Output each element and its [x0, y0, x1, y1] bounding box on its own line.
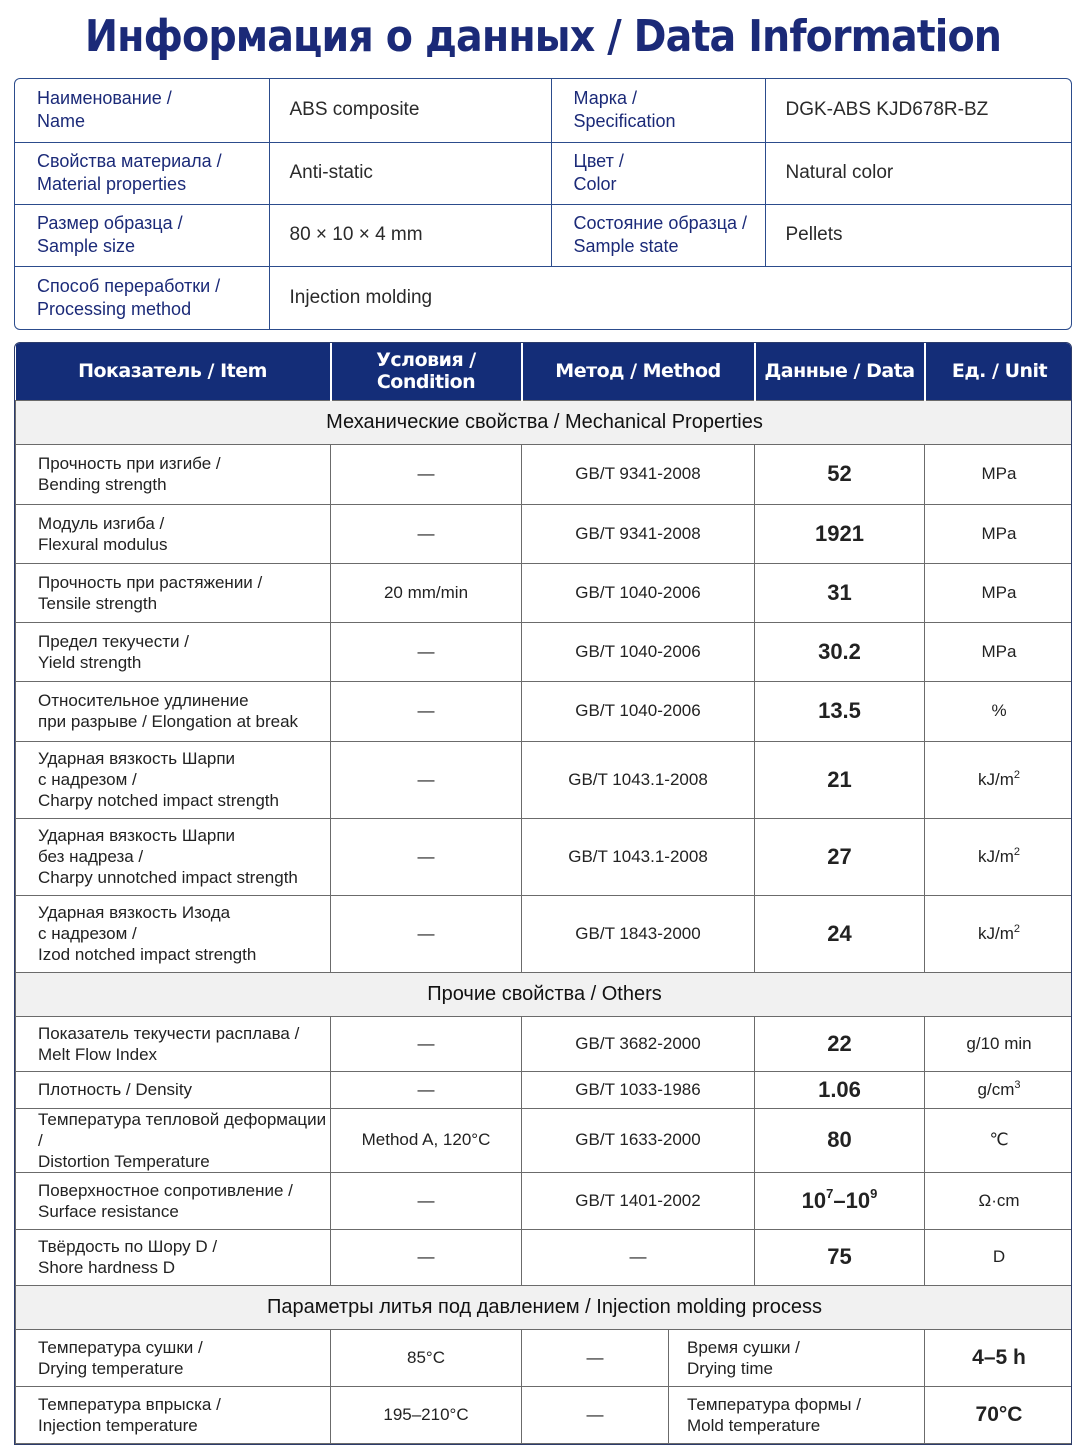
data-cell: 75 — [755, 1229, 925, 1285]
header-method: Метод / Method — [522, 343, 755, 400]
item-label: Ударная вязкость Шарпи без надреза / Charpy unnotched impact strength — [16, 818, 331, 895]
item-label: Ударная вязкость Шарпи с надрезом / Charpy notched impact strength — [16, 741, 331, 818]
unit-cell: Ω·cm — [925, 1172, 1073, 1229]
item-label: Температура впрыска / Injection temperature — [16, 1386, 331, 1443]
data-cell: $10^7-10^9$ — [755, 1172, 925, 1229]
data-cell: 52 — [755, 444, 925, 504]
proc-value: Injection molding — [269, 266, 1072, 330]
condition-cell: — — [331, 1172, 522, 1229]
method-cell: GB/T 1040-2006 — [522, 622, 755, 681]
condition-cell: Method A, 120°C — [331, 1108, 522, 1172]
param-value: 4–5 h — [925, 1329, 1073, 1386]
name-value: ABS composite — [269, 79, 551, 142]
data-cell: 27 — [755, 818, 925, 895]
method-cell: GB/T 9341-2008 — [522, 504, 755, 563]
condition-cell: — — [331, 895, 522, 972]
header-item: Показатель / Item — [16, 343, 331, 400]
data-cell: 31 — [755, 563, 925, 622]
item-label: Температура сушки / Drying temperature — [16, 1329, 331, 1386]
dash-cell: — — [522, 1386, 669, 1443]
data-cell: 13.5 — [755, 681, 925, 741]
proc-label: Способ переработки / Processing method — [15, 266, 269, 330]
unit-cell: D — [925, 1229, 1073, 1285]
data-cell: 22 — [755, 1016, 925, 1071]
item-label: Температура тепловой деформации / Distortion Temperature — [16, 1108, 331, 1172]
unit-cell: MPa — [925, 444, 1073, 504]
size-label: Размер образца / Sample size — [15, 204, 269, 266]
state-value: Pellets — [765, 204, 1072, 266]
color-value: Natural color — [765, 142, 1072, 204]
dash-cell: — — [522, 1329, 669, 1386]
condition-cell: — — [331, 818, 522, 895]
condition-cell: 20 mm/min — [331, 563, 522, 622]
unit-cell: $kJ/m^2$ — [925, 818, 1073, 895]
spec-label: Марка / Specification — [551, 79, 765, 142]
table-row — [16, 622, 1073, 681]
table-row — [16, 1108, 1073, 1172]
unit-cell: MPa — [925, 563, 1073, 622]
item-label: Ударная вязкость Изода с надрезом / Izod notched impact strength — [16, 895, 331, 972]
item-label: Модуль изгиба / Flexural modulus — [16, 504, 331, 563]
unit-cell: $g/cm^3$ — [925, 1071, 1073, 1108]
section-mechanical: Механические свойства / Mechanical Properties — [16, 400, 1073, 444]
data-cell: 21 — [755, 741, 925, 818]
condition-cell: — — [331, 741, 522, 818]
unit-cell: g/10 min — [925, 1016, 1073, 1071]
table-row — [16, 818, 1073, 895]
data-cell: 80 — [755, 1108, 925, 1172]
info-table — [14, 78, 1072, 330]
item-label: Твёрдость по Шору D / Shore hardness D — [16, 1229, 331, 1285]
method-cell: GB/T 1401-2002 — [522, 1172, 755, 1229]
item-label: Поверхностное сопротивление / Surface resistance — [16, 1172, 331, 1229]
section-injection: Параметры литья под давлением / Injection molding process — [16, 1285, 1073, 1329]
unit-cell: MPa — [925, 622, 1073, 681]
data-cell: 1.06 — [755, 1071, 925, 1108]
properties-table — [14, 342, 1072, 1445]
method-cell: GB/T 1040-2006 — [522, 563, 755, 622]
value-cell: 195–210°C — [331, 1386, 522, 1443]
condition-cell: — — [331, 504, 522, 563]
condition-cell: — — [331, 1071, 522, 1108]
data-cell: 24 — [755, 895, 925, 972]
header-unit: Ед. / Unit — [925, 343, 1073, 400]
method-cell: GB/T 1040-2006 — [522, 681, 755, 741]
param-value: 70°C — [925, 1386, 1073, 1443]
method-cell: GB/T 3682-2000 — [522, 1016, 755, 1071]
condition-cell: — — [331, 1016, 522, 1071]
spec-value: DGK-ABS KJD678R-BZ — [765, 79, 1072, 142]
table-row — [16, 1172, 1073, 1229]
condition-cell: — — [331, 681, 522, 741]
table-row — [16, 504, 1073, 563]
method-cell: GB/T 1033-1986 — [522, 1071, 755, 1108]
data-cell: 1921 — [755, 504, 925, 563]
table-row — [16, 1016, 1073, 1071]
unit-cell: ℃ — [925, 1108, 1073, 1172]
header-condition: Условия / Condition — [331, 343, 522, 400]
table-row — [16, 1386, 1073, 1443]
color-label: Цвет / Color — [551, 142, 765, 204]
param-label: Время сушки / Drying time — [669, 1329, 925, 1386]
table-row — [16, 563, 1073, 622]
value-cell: 85°C — [331, 1329, 522, 1386]
table-row — [16, 741, 1073, 818]
table-row — [16, 681, 1073, 741]
table-row — [16, 1071, 1073, 1108]
method-cell: GB/T 9341-2008 — [522, 444, 755, 504]
table-row — [16, 1329, 1073, 1386]
condition-cell: — — [331, 622, 522, 681]
page-title: Информация о данных / Data Information — [84, 11, 1002, 62]
method-cell: GB/T 1633-2000 — [522, 1108, 755, 1172]
table-row — [16, 1229, 1073, 1285]
name-label: Наименование / Name — [15, 79, 269, 142]
condition-cell: — — [331, 1229, 522, 1285]
unit-cell: MPa — [925, 504, 1073, 563]
props-value: Anti-static — [269, 142, 551, 204]
table-row — [16, 895, 1073, 972]
item-label: Прочность при растяжении / Tensile strength — [16, 563, 331, 622]
param-label: Температура формы / Mold temperature — [669, 1386, 925, 1443]
item-label: Относительное удлинение при разрыве / Elongation at break — [16, 681, 331, 741]
condition-cell: — — [331, 444, 522, 504]
section-others: Прочие свойства / Others — [16, 972, 1073, 1016]
unit-cell: $kJ/m^2$ — [925, 895, 1073, 972]
props-label: Свойства материала / Material properties — [15, 142, 269, 204]
item-label: Плотность / Density — [16, 1071, 331, 1108]
item-label: Прочность при изгибе / Bending strength — [16, 444, 331, 504]
data-cell: 30.2 — [755, 622, 925, 681]
method-cell: GB/T 1043.1-2008 — [522, 818, 755, 895]
item-label: Показатель текучести расплава / Melt Flow Index — [16, 1016, 331, 1071]
unit-cell: % — [925, 681, 1073, 741]
method-cell: GB/T 1843-2000 — [522, 895, 755, 972]
item-label: Предел текучести / Yield strength — [16, 622, 331, 681]
header-data: Данные / Data — [755, 343, 925, 400]
table-row — [16, 444, 1073, 504]
unit-cell: $kJ/m^2$ — [925, 741, 1073, 818]
state-label: Состояние образца / Sample state — [551, 204, 765, 266]
method-cell: — — [522, 1229, 755, 1285]
size-value: 80 × 10 × 4 mm — [269, 204, 551, 266]
method-cell: GB/T 1043.1-2008 — [522, 741, 755, 818]
